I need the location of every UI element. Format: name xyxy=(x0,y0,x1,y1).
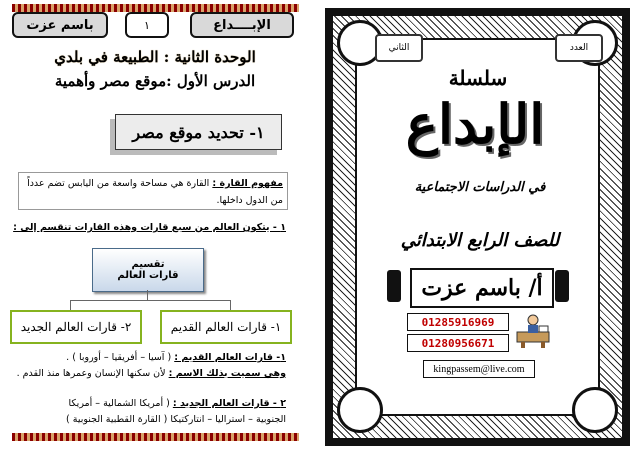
email-address: kingpassem@live.com xyxy=(423,360,535,378)
new-world-continuation: الجنوبية – استراليا – انتاركتيكا ( القارة القطبية الجنوبية ) xyxy=(66,414,286,425)
author-deco-right xyxy=(555,270,569,302)
corner-ornament-bottom-right xyxy=(572,387,618,433)
old-world-text: ( آسيا – أفريقيا – أوروبا ) . xyxy=(66,352,172,363)
subject-title: في الدراسات الاجتماعية xyxy=(414,180,546,195)
phone-number-1: 01285916969 xyxy=(407,313,509,331)
author-deco-left xyxy=(387,270,401,302)
bottom-border-strip xyxy=(12,433,299,441)
branch-old-world: ١- قارات العالم القديم xyxy=(160,310,292,344)
definition-term: مفهوم القارة : xyxy=(212,178,283,189)
author-header-box: باسم عزت xyxy=(12,12,108,38)
lesson-page xyxy=(0,0,300,453)
new-world-label: ٢ - قارات العالم الجديد : xyxy=(172,398,286,409)
issue-ordinal-tag: الثاني xyxy=(375,34,423,62)
new-world-line xyxy=(69,398,286,409)
brand-title: الإبداع xyxy=(405,92,545,156)
top-border-strip xyxy=(12,4,299,12)
cover-page xyxy=(315,0,640,453)
root-label-line2: قارات العالم xyxy=(117,270,179,281)
grade-title: للصف الرابع الابتدائي xyxy=(400,230,560,251)
old-world-reason-text: لأن سكنها الإنسان وعمرها منذ القدم . xyxy=(16,368,166,379)
corner-ornament-bottom-left xyxy=(337,387,383,433)
intro-line: ١ - يتكون العالم من سبع قارات وهذه القارات تنقسم إلى : xyxy=(13,222,286,233)
definition-text: القارة هي مساحة واسعة من اليابس تضم عدداً من الدول داخلها. xyxy=(27,178,283,206)
diagram-connector-right xyxy=(230,300,231,310)
unit-title: الوحدة الثانية : الطبيعة في بلدي xyxy=(54,48,256,66)
section-heading: ١- تحديد موقع مصر xyxy=(115,114,282,150)
teacher-at-desk-icon xyxy=(515,312,551,348)
diagram-connector-bar xyxy=(70,300,230,301)
series-word: سلسلة xyxy=(448,66,508,90)
continents-root-box xyxy=(92,248,204,292)
author-plate: أ/ باسم عزت xyxy=(410,268,554,308)
old-world-reason-label: وهي سميت بذلك الاسم : xyxy=(168,368,286,379)
book-title-header-box: الإبــــداع xyxy=(190,12,294,38)
definition-box xyxy=(18,172,288,210)
new-world-text: ( أمريكا الشمالية – أمريكا xyxy=(68,398,170,409)
old-world-reason-line xyxy=(17,368,286,379)
root-label-line1: تقسيم xyxy=(131,259,165,270)
diagram-connector-stem xyxy=(147,290,148,300)
phone-number-2: 01280956671 xyxy=(407,334,509,352)
old-world-line xyxy=(66,352,286,363)
branch-new-world: ٢- قارات العالم الجديد xyxy=(10,310,142,344)
lesson-title: الدرس الأول :موقع مصر وأهمية xyxy=(54,72,256,90)
old-world-label: ١- قارات العالم القديم : xyxy=(174,352,286,363)
issue-label-tag: العدد xyxy=(555,34,603,62)
diagram-connector-left xyxy=(70,300,71,310)
page-number-box: ١ xyxy=(125,12,169,38)
